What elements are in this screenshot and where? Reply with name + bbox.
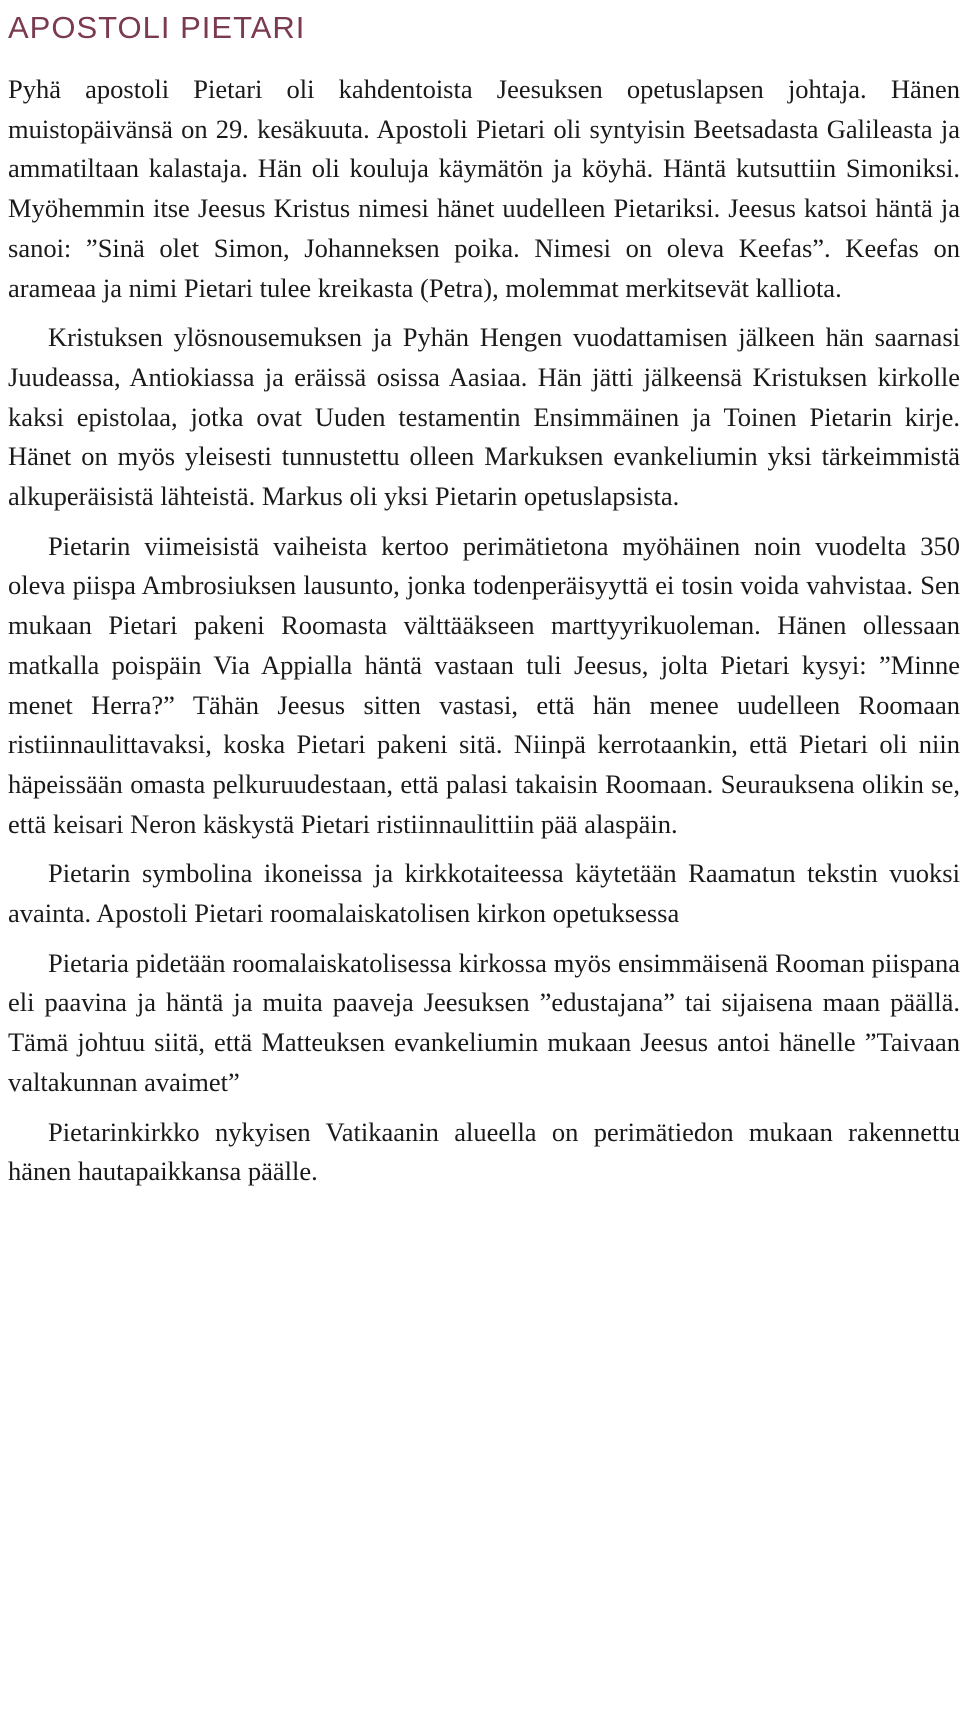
paragraph-4: Pietarin symbolina ikoneissa ja kirkkotaiteessa käytetään Raamatun tekstin vuoksi avainta. Apostoli Pietari roomalaiskatolisen kirkon opetuksessa (8, 858, 960, 929)
paragraph-1: Pyhä apostoli Pietari oli kahdentoista Jeesuksen opetuslapsen johtaja. Hänen muistopäivänsä on 29. kesäkuuta. Apostoli Pietari oli syntyisin Beetsadasta Galileasta ja ammatiltaan kalastaja. Hän oli kouluja käymätön ja köyhä. Häntä kutsuttiin Simoniksi. Myöhemmin itse Jeesus Kristus nimesi hänet uudelleen Pietariksi. Jeesus katsoi häntä ja sanoi: ”Sinä olet Simon, Johanneksen poika. Nimesi on oleva Keefas”. Keefas on arameaa ja nimi Pietari tulee kreikasta (Petra), molemmat merkitsevät kalliota. (8, 74, 960, 303)
paragraph-3: Pietarin viimeisistä vaiheista kertoo perimätietona myöhäinen noin vuodelta 350 oleva piispa Ambrosiuksen lausunto, jonka todenperäisyyttä ei tosin voida vahvistaa. Sen mukaan Pietari pakeni Roomasta välttääkseen marttyyrikuoleman. Hänen ollessaan matkalla poispäin Via Appialla häntä vastaan tuli Jeesus, jolta Pietari kysyi: ”Minne menet Herra?” Tähän Jeesus sitten vastasi, että hän menee uudelleen Roomaan ristiinnaulittavaksi, koska Pietari pakeni sitä. Niinpä kerrotaankin, että Pietari oli niin häpeissään omasta pelkuruudestaan, että palasi takaisin Roomaan. Seurauksena olikin se, että keisari Neron käskystä Pietari ristiinnaulittiin pää alaspäin. (8, 530, 960, 839)
article-body (8, 70, 960, 1192)
paragraph-2: Kristuksen ylösnousemuksen ja Pyhän Hengen vuodattamisen jälkeen hän saarnasi Juudeassa, Antiokiassa ja eräissä osissa Aasiaa. Hän jätti jälkeensä Kristuksen kirkolle kaksi epistolaa, jotka ovat Uuden testamentin Ensimmäinen ja Toinen Pietarin kirje. Hänet on myös yleisesti tunnustettu olleen Markuksen evankeliumin yksi tärkeimmistä alkuperäisistä lähteistä. Markus oli yksi Pietarin opetuslapsista. (8, 322, 960, 512)
document-page (8, 0, 960, 1202)
paragraph-5: Pietaria pidetään roomalaiskatolisessa kirkossa myös ensimmäisenä Rooman piispana eli paavina ja häntä ja muita paaveja Jeesuksen ”edustajana” tai sijaisena maan päällä. Tämä johtuu siitä, että Matteuksen evankeliumin mukaan Jeesus antoi hänelle ”Taivaan valtakunnan avaimet” (8, 947, 960, 1097)
page-title: APOSTOLI PIETARI (8, 10, 306, 45)
paragraph-6: Pietarinkirkko nykyisen Vatikaanin alueella on perimätiedon mukaan rakennettu hänen hautapaikkansa päälle. (8, 1116, 960, 1187)
